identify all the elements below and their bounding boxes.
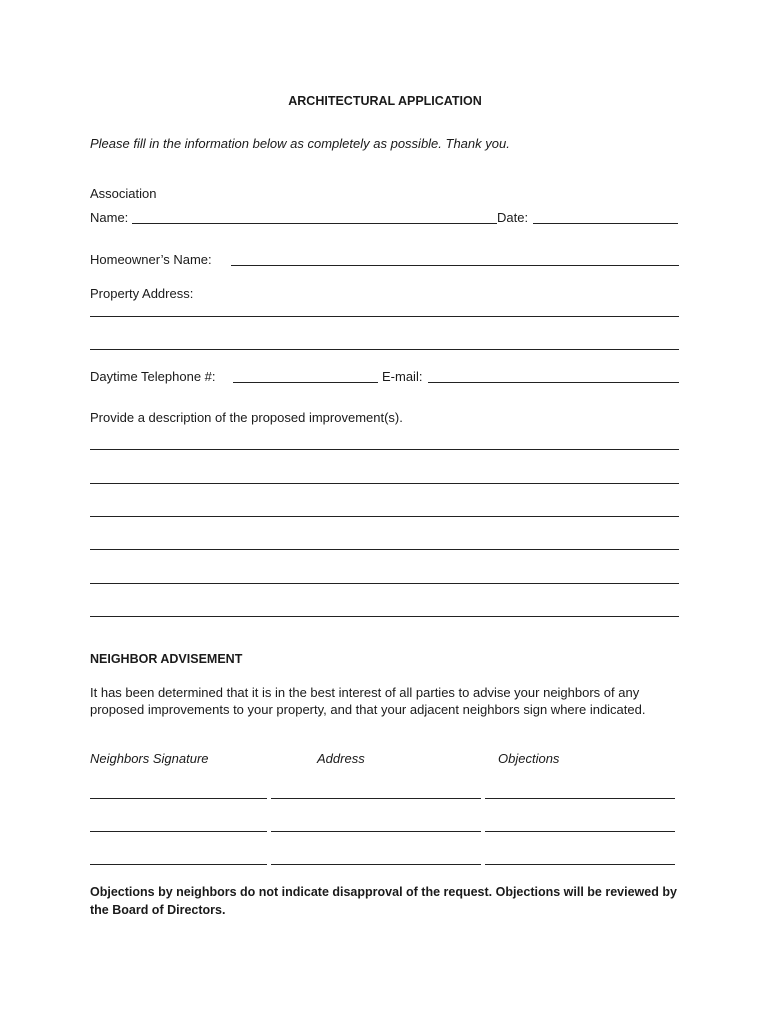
neighbor-objections-field-1[interactable] — [485, 798, 675, 799]
neighbor-advisement-heading: NEIGHBOR ADVISEMENT — [90, 652, 243, 666]
neighbor-signature-field-1[interactable] — [90, 798, 267, 799]
form-title: ARCHITECTURAL APPLICATION — [288, 94, 482, 108]
neighbor-address-field-2[interactable] — [271, 831, 481, 832]
homeowner-name-label: Homeowner’s Name: — [90, 252, 212, 267]
phone-label: Daytime Telephone #: — [90, 369, 216, 384]
date-label: Date: — [497, 210, 529, 225]
property-address-field-line-1[interactable] — [90, 316, 679, 317]
neighbor-signature-field-2[interactable] — [90, 831, 267, 832]
date-field[interactable] — [533, 223, 678, 224]
description-field-line-1[interactable] — [90, 449, 679, 450]
neighbor-objections-field-3[interactable] — [485, 864, 675, 865]
description-field-line-3[interactable] — [90, 516, 679, 517]
property-address-field-line-2[interactable] — [90, 349, 679, 350]
description-label: Provide a description of the proposed improvement(s). — [90, 410, 403, 425]
neighbor-signature-field-3[interactable] — [90, 864, 267, 865]
col-header-address: Address — [317, 751, 365, 766]
property-address-label: Property Address: — [90, 286, 194, 301]
description-field-line-2[interactable] — [90, 483, 679, 484]
phone-field[interactable] — [233, 382, 378, 383]
description-field-line-5[interactable] — [90, 583, 679, 584]
association-name-field[interactable] — [132, 223, 497, 224]
description-field-line-6[interactable] — [90, 616, 679, 617]
association-name-label: Name: — [90, 210, 129, 225]
homeowner-name-field[interactable] — [231, 265, 679, 266]
neighbor-advisement-paragraph: It has been determined that it is in the best interest of all parties to advise your neighbors of any proposed improvements to your property, and that your adjacent neighbors sign where indicated. — [90, 685, 646, 717]
col-header-objections: Objections — [498, 751, 560, 766]
neighbor-address-field-1[interactable] — [271, 798, 481, 799]
email-label: E-mail: — [382, 369, 423, 384]
association-label-line1: Association — [90, 186, 157, 201]
form-instructions: Please fill in the information below as completely as possible. Thank you. — [90, 136, 510, 151]
col-header-signature: Neighbors Signature — [90, 751, 209, 766]
email-field[interactable] — [428, 382, 679, 383]
description-field-line-4[interactable] — [90, 549, 679, 550]
objections-footnote: Objections by neighbors do not indicate disapproval of the request. Objections will be reviewed by the Board of Directors. — [90, 885, 677, 917]
neighbor-objections-field-2[interactable] — [485, 831, 675, 832]
neighbor-address-field-3[interactable] — [271, 864, 481, 865]
